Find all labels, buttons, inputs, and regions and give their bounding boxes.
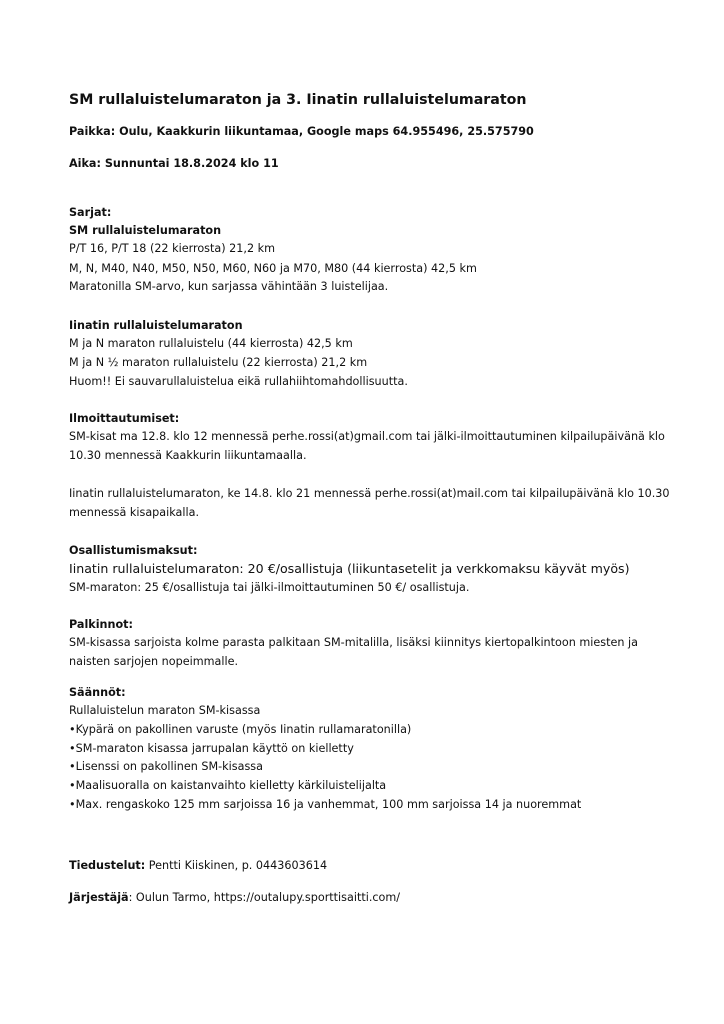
rules-line: •Max. rengaskoko 125 mm sarjoissa 16 ja vanhemmat, 100 mm sarjoissa 14 ja nuoremmat: [69, 798, 582, 811]
registration-text: SM-kisat ma 12.8. klo 12 mennessä perhe.rossi(at)gmail.com tai jälki-ilmoittautuminen kilpailupäivänä klo: [69, 430, 665, 443]
registration-text: mennessä kisapaikalla.: [69, 506, 200, 519]
place-line: Paikka: Oulu, Kaakkurin liikuntamaa, Google maps 64.955496, 25.575790: [69, 125, 534, 138]
sm-series-heading: SM rullaluistelumaraton: [69, 224, 222, 237]
iinatti-series-line: Huom!! Ei sauvarullaluistelua eikä rullahiihtomahdollisuutta.: [69, 375, 408, 388]
contact-label: Tiedustelut:: [69, 859, 146, 872]
prizes-text: naisten sarjojen nopeimmalle.: [69, 655, 239, 668]
iinatti-series-line: M ja N ½ maraton rullaluistelu (22 kierrosta) 21,2 km: [69, 356, 368, 369]
fees-line-sm: SM-maraton: 25 €/osallistuja tai jälki-ilmoittautuminen 50 €/ osallistuja.: [69, 581, 470, 594]
series-heading: Sarjat:: [69, 206, 112, 219]
organizer-line: [69, 890, 400, 905]
iinatti-series-line: M ja N maraton rullaluistelu (44 kierrosta) 42,5 km: [69, 337, 353, 350]
fees-line-iinatti: Iinatin rullaluistelumaraton: 20 €/osallistuja (liikuntasetelit ja verkkomaksu käyvät myös): [69, 561, 630, 576]
rules-line: •Maalisuoralla on kaistanvaihto kielletty kärkiluistelijalta: [69, 779, 387, 792]
organizer-value: : Oulun Tarmo, https://outalupy.sporttisaitti.com/: [128, 891, 401, 904]
rules-line: •SM-maraton kisassa jarrupalan käyttö on kielletty: [69, 742, 354, 755]
sm-series-line: Maratonilla SM-arvo, kun sarjassa vähintään 3 luistelijaa.: [69, 280, 389, 293]
contact-line: [69, 858, 327, 873]
contact-value: Pentti Kiiskinen, p. 0443603614: [145, 859, 328, 872]
registration-text: 10.30 mennessä Kaakkurin liikuntamaalla.: [69, 449, 307, 462]
registration-text: Iinatin rullaluistelumaraton, ke 14.8. klo 21 mennessä perhe.rossi(at)mail.com tai kilpailupäivänä klo 10.30: [69, 487, 670, 500]
rules-line: Rullaluistelun maraton SM-kisassa: [69, 704, 261, 717]
organizer-label: Järjestäjä: [69, 891, 129, 904]
document-title: SM rullaluistelumaraton ja 3. Iinatin rullaluistelumaraton: [69, 92, 527, 108]
registration-heading: Ilmoittautumiset:: [69, 412, 180, 425]
iinatti-series-heading: Iinatin rullaluistelumaraton: [69, 319, 243, 332]
rules-line: •Lisenssi on pakollinen SM-kisassa: [69, 760, 263, 773]
rules-heading: Säännöt:: [69, 686, 126, 699]
fees-heading: Osallistumismaksut:: [69, 544, 198, 557]
prizes-heading: Palkinnot:: [69, 618, 133, 631]
sm-series-line: M, N, M40, N40, M50, N50, M60, N60 ja M70, M80 (44 kierrosta) 42,5 km: [69, 262, 477, 275]
prizes-text: SM-kisassa sarjoista kolme parasta palkitaan SM-mitalilla, lisäksi kiinnitys kiertopalkintoon miesten ja: [69, 636, 638, 649]
sm-series-line: P/T 16, P/T 18 (22 kierrosta) 21,2 km: [69, 242, 276, 255]
rules-line: •Kypärä on pakollinen varuste (myös Iinatin rullamaratonilla): [69, 723, 412, 736]
time-line: Aika: Sunnuntai 18.8.2024 klo 11: [69, 157, 279, 170]
